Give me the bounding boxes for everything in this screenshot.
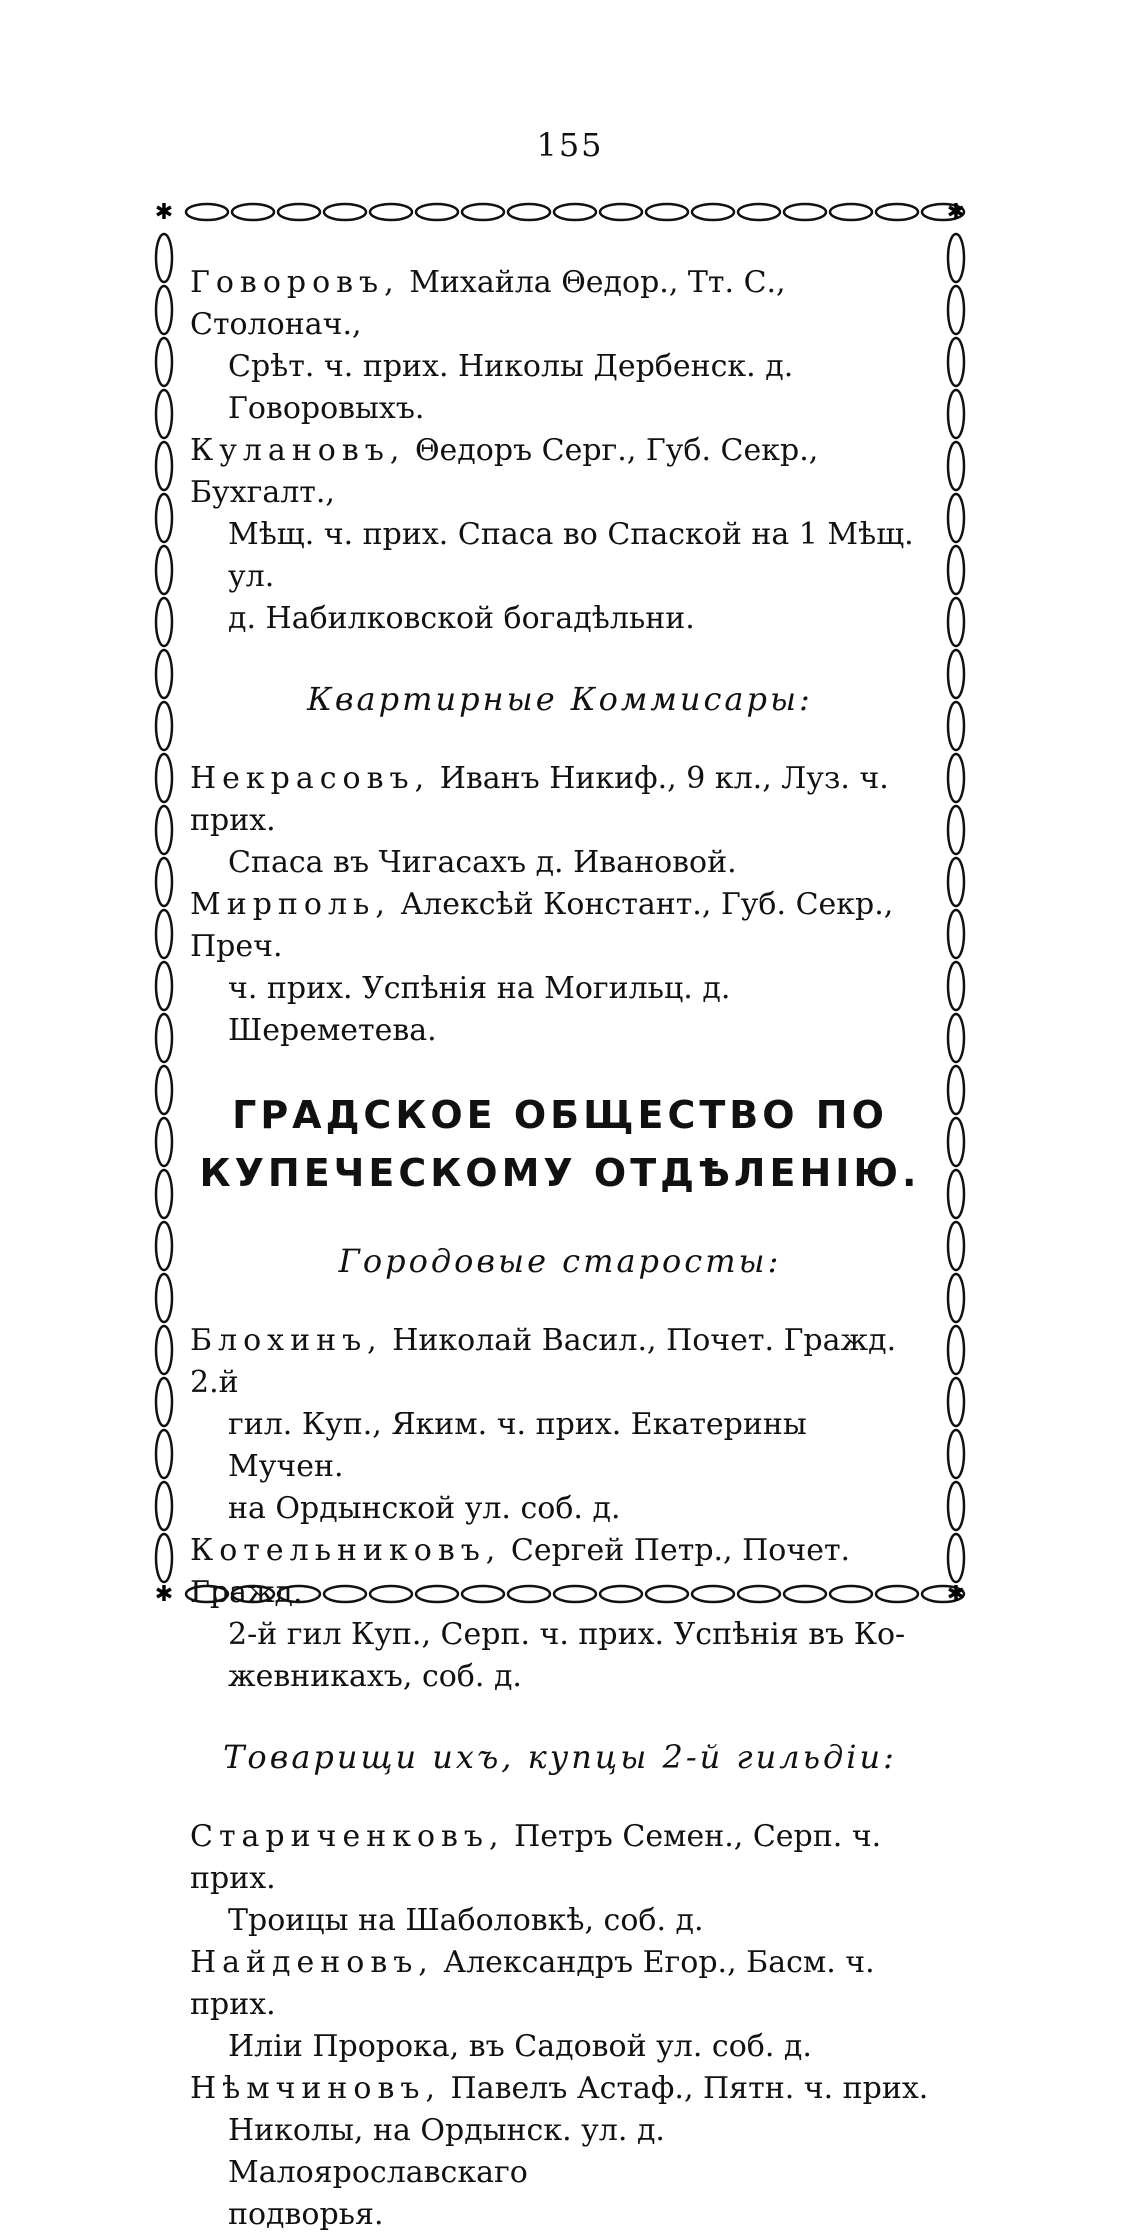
border-link bbox=[692, 204, 734, 220]
entry-text: ч. прих. Успѣнія на Могильц. д. Шереметева. bbox=[228, 971, 731, 1048]
border-link bbox=[948, 702, 964, 750]
border-link bbox=[156, 1482, 172, 1530]
border-link bbox=[156, 1066, 172, 1114]
entry-naydenov bbox=[190, 1942, 930, 2068]
border-link bbox=[948, 754, 964, 802]
border-link bbox=[186, 204, 228, 220]
border-link bbox=[948, 1014, 964, 1062]
border-link bbox=[278, 204, 320, 220]
entry-text: Алексѣй Констант., Губ. Секр., Преч. bbox=[190, 887, 894, 964]
border-link bbox=[156, 494, 172, 542]
border-link bbox=[156, 858, 172, 906]
border-link bbox=[156, 442, 172, 490]
border-link bbox=[156, 1170, 172, 1218]
entry-nekrasov bbox=[190, 758, 930, 884]
entry-text: Иліи Пророка, въ Садовой ул. соб. д. bbox=[228, 2029, 812, 2064]
entry-kotelnikov bbox=[190, 1530, 930, 1698]
border-link bbox=[948, 234, 964, 282]
entry-nemchinov bbox=[190, 2068, 930, 2236]
border-link bbox=[948, 546, 964, 594]
border-link bbox=[948, 1066, 964, 1114]
section-heading-tovarishchi: Товарищи ихъ, купцы 2-й гильдіи: bbox=[223, 1738, 897, 1776]
entry-name: Мирполь, bbox=[190, 887, 391, 922]
section-heading-commissars: Квартирные Коммисары: bbox=[307, 680, 813, 718]
entry-name: Котельниковъ, bbox=[190, 1533, 502, 1568]
border-link bbox=[948, 1274, 964, 1322]
border-link bbox=[156, 910, 172, 958]
border-link bbox=[156, 286, 172, 334]
border-link bbox=[232, 204, 274, 220]
border-link bbox=[156, 598, 172, 646]
entry-text: Петръ Семен., Серп. ч. прих. bbox=[190, 1819, 882, 1896]
border-link bbox=[948, 338, 964, 386]
border-link bbox=[156, 754, 172, 802]
border-link bbox=[948, 442, 964, 490]
entry-text: Срѣт. ч. прих. Николы Дербенск. д. Говоровыхъ. bbox=[228, 349, 794, 426]
entry-govorov bbox=[190, 262, 930, 430]
border-link bbox=[948, 962, 964, 1010]
entry-kulanov bbox=[190, 430, 930, 640]
border-link bbox=[370, 204, 412, 220]
border-link bbox=[462, 204, 504, 220]
border-link bbox=[948, 1534, 964, 1582]
page-number: 155 bbox=[536, 126, 604, 164]
entry-text: Павелъ Астаф., Пятн. ч. прих. bbox=[450, 2071, 929, 2106]
border-link bbox=[948, 1430, 964, 1478]
border-link bbox=[156, 338, 172, 386]
entry-text: Николай Васил., Почет. Гражд. 2.й bbox=[190, 1323, 897, 1400]
border-link bbox=[156, 1014, 172, 1062]
border-link bbox=[948, 286, 964, 334]
border-link bbox=[156, 390, 172, 438]
entry-name: Блохинъ, bbox=[190, 1323, 383, 1358]
border-link bbox=[156, 650, 172, 698]
entry-mirpol bbox=[190, 884, 930, 1052]
border-link bbox=[646, 204, 688, 220]
border-link bbox=[156, 234, 172, 282]
border-link bbox=[156, 1378, 172, 1426]
border-link bbox=[948, 1378, 964, 1426]
entry-text: Θедоръ Серг., Губ. Секр., Бухгалт., bbox=[190, 433, 819, 510]
entry-name: Найденовъ, bbox=[190, 1945, 434, 1980]
entry-text: Мѣщ. ч. прих. Спаса во Спаской на 1 Мѣщ. ул. bbox=[228, 517, 914, 594]
border-link bbox=[948, 1118, 964, 1166]
entry-name: Говоровъ, bbox=[190, 265, 400, 300]
entry-name: Нѣмчиновъ, bbox=[190, 2071, 441, 2106]
entry-text: Сергей Петр., Почет. Гражд. bbox=[190, 1533, 851, 1610]
entry-text: Спаса въ Чигасахъ д. Ивановой. bbox=[228, 845, 737, 880]
border-link bbox=[156, 546, 172, 594]
border-link bbox=[948, 858, 964, 906]
entry-text: подворья. bbox=[228, 2197, 384, 2232]
border-link bbox=[156, 962, 172, 1010]
border-link bbox=[948, 1222, 964, 1270]
corner-star-icon: ✱ bbox=[154, 200, 174, 225]
entry-name: Стариченковъ, bbox=[190, 1819, 505, 1854]
border-link bbox=[156, 1118, 172, 1166]
entry-text: жевникахъ, соб. д. bbox=[228, 1659, 522, 1694]
entry-text: Иванъ Никиф., 9 кл., Луз. ч. прих. bbox=[190, 761, 889, 838]
border-link bbox=[738, 204, 780, 220]
border-link bbox=[156, 1222, 172, 1270]
border-link bbox=[156, 702, 172, 750]
border-link bbox=[156, 1274, 172, 1322]
entry-name: Некрасовъ, bbox=[190, 761, 431, 796]
section-heading-starosty: Городовые старосты: bbox=[338, 1242, 782, 1280]
entry-text: Николы, на Ордынск. ул. д. Малоярославскаго bbox=[228, 2113, 665, 2190]
entry-text: на Ордынской ул. соб. д. bbox=[228, 1491, 621, 1526]
border-link bbox=[948, 910, 964, 958]
entry-text: гил. Куп., Яким. ч. прих. Екатерины Мучен. bbox=[228, 1407, 807, 1484]
border-link bbox=[554, 204, 596, 220]
page-content bbox=[190, 262, 930, 2236]
border-link bbox=[876, 204, 918, 220]
corner-star-icon: ✱ bbox=[154, 1582, 174, 1607]
border-link bbox=[948, 494, 964, 542]
border-link bbox=[156, 1326, 172, 1374]
border-link bbox=[784, 204, 826, 220]
border-link bbox=[948, 1170, 964, 1218]
entry-text: Михайла Θедор., Тт. С., Столонач., bbox=[190, 265, 786, 342]
entry-text: 2-й гил Куп., Серп. ч. прих. Успѣнія въ Ко- bbox=[228, 1617, 906, 1652]
big-heading-line: ГРАДСКОЕ ОБЩЕСТВО ПО bbox=[232, 1093, 888, 1137]
border-link bbox=[948, 390, 964, 438]
border-link bbox=[156, 806, 172, 854]
corner-star-icon: ✱ bbox=[946, 1582, 966, 1607]
border-link bbox=[830, 204, 872, 220]
entry-name: Кулановъ, bbox=[190, 433, 406, 468]
border-link bbox=[948, 806, 964, 854]
border-link bbox=[156, 1430, 172, 1478]
border-link bbox=[156, 1534, 172, 1582]
entry-text: д. Набилковской богадѣльни. bbox=[228, 601, 695, 636]
border-link bbox=[416, 204, 458, 220]
big-heading-line: КУПЕЧЕСКОМУ ОТДѢЛЕНІЮ. bbox=[199, 1151, 921, 1195]
entry-text: Троицы на Шаболовкѣ, соб. д. bbox=[228, 1903, 704, 1938]
corner-star-icon: ✱ bbox=[946, 200, 966, 225]
border-link bbox=[948, 1326, 964, 1374]
entry-starichenkov bbox=[190, 1816, 930, 1942]
border-link bbox=[948, 650, 964, 698]
big-heading bbox=[190, 1086, 930, 1202]
entry-blokhin bbox=[190, 1320, 930, 1530]
entry-text: Александръ Егор., Басм. ч. прих. bbox=[190, 1945, 875, 2022]
border-link bbox=[948, 598, 964, 646]
border-link bbox=[324, 204, 366, 220]
border-link bbox=[600, 204, 642, 220]
border-link bbox=[508, 204, 550, 220]
border-link bbox=[948, 1482, 964, 1530]
